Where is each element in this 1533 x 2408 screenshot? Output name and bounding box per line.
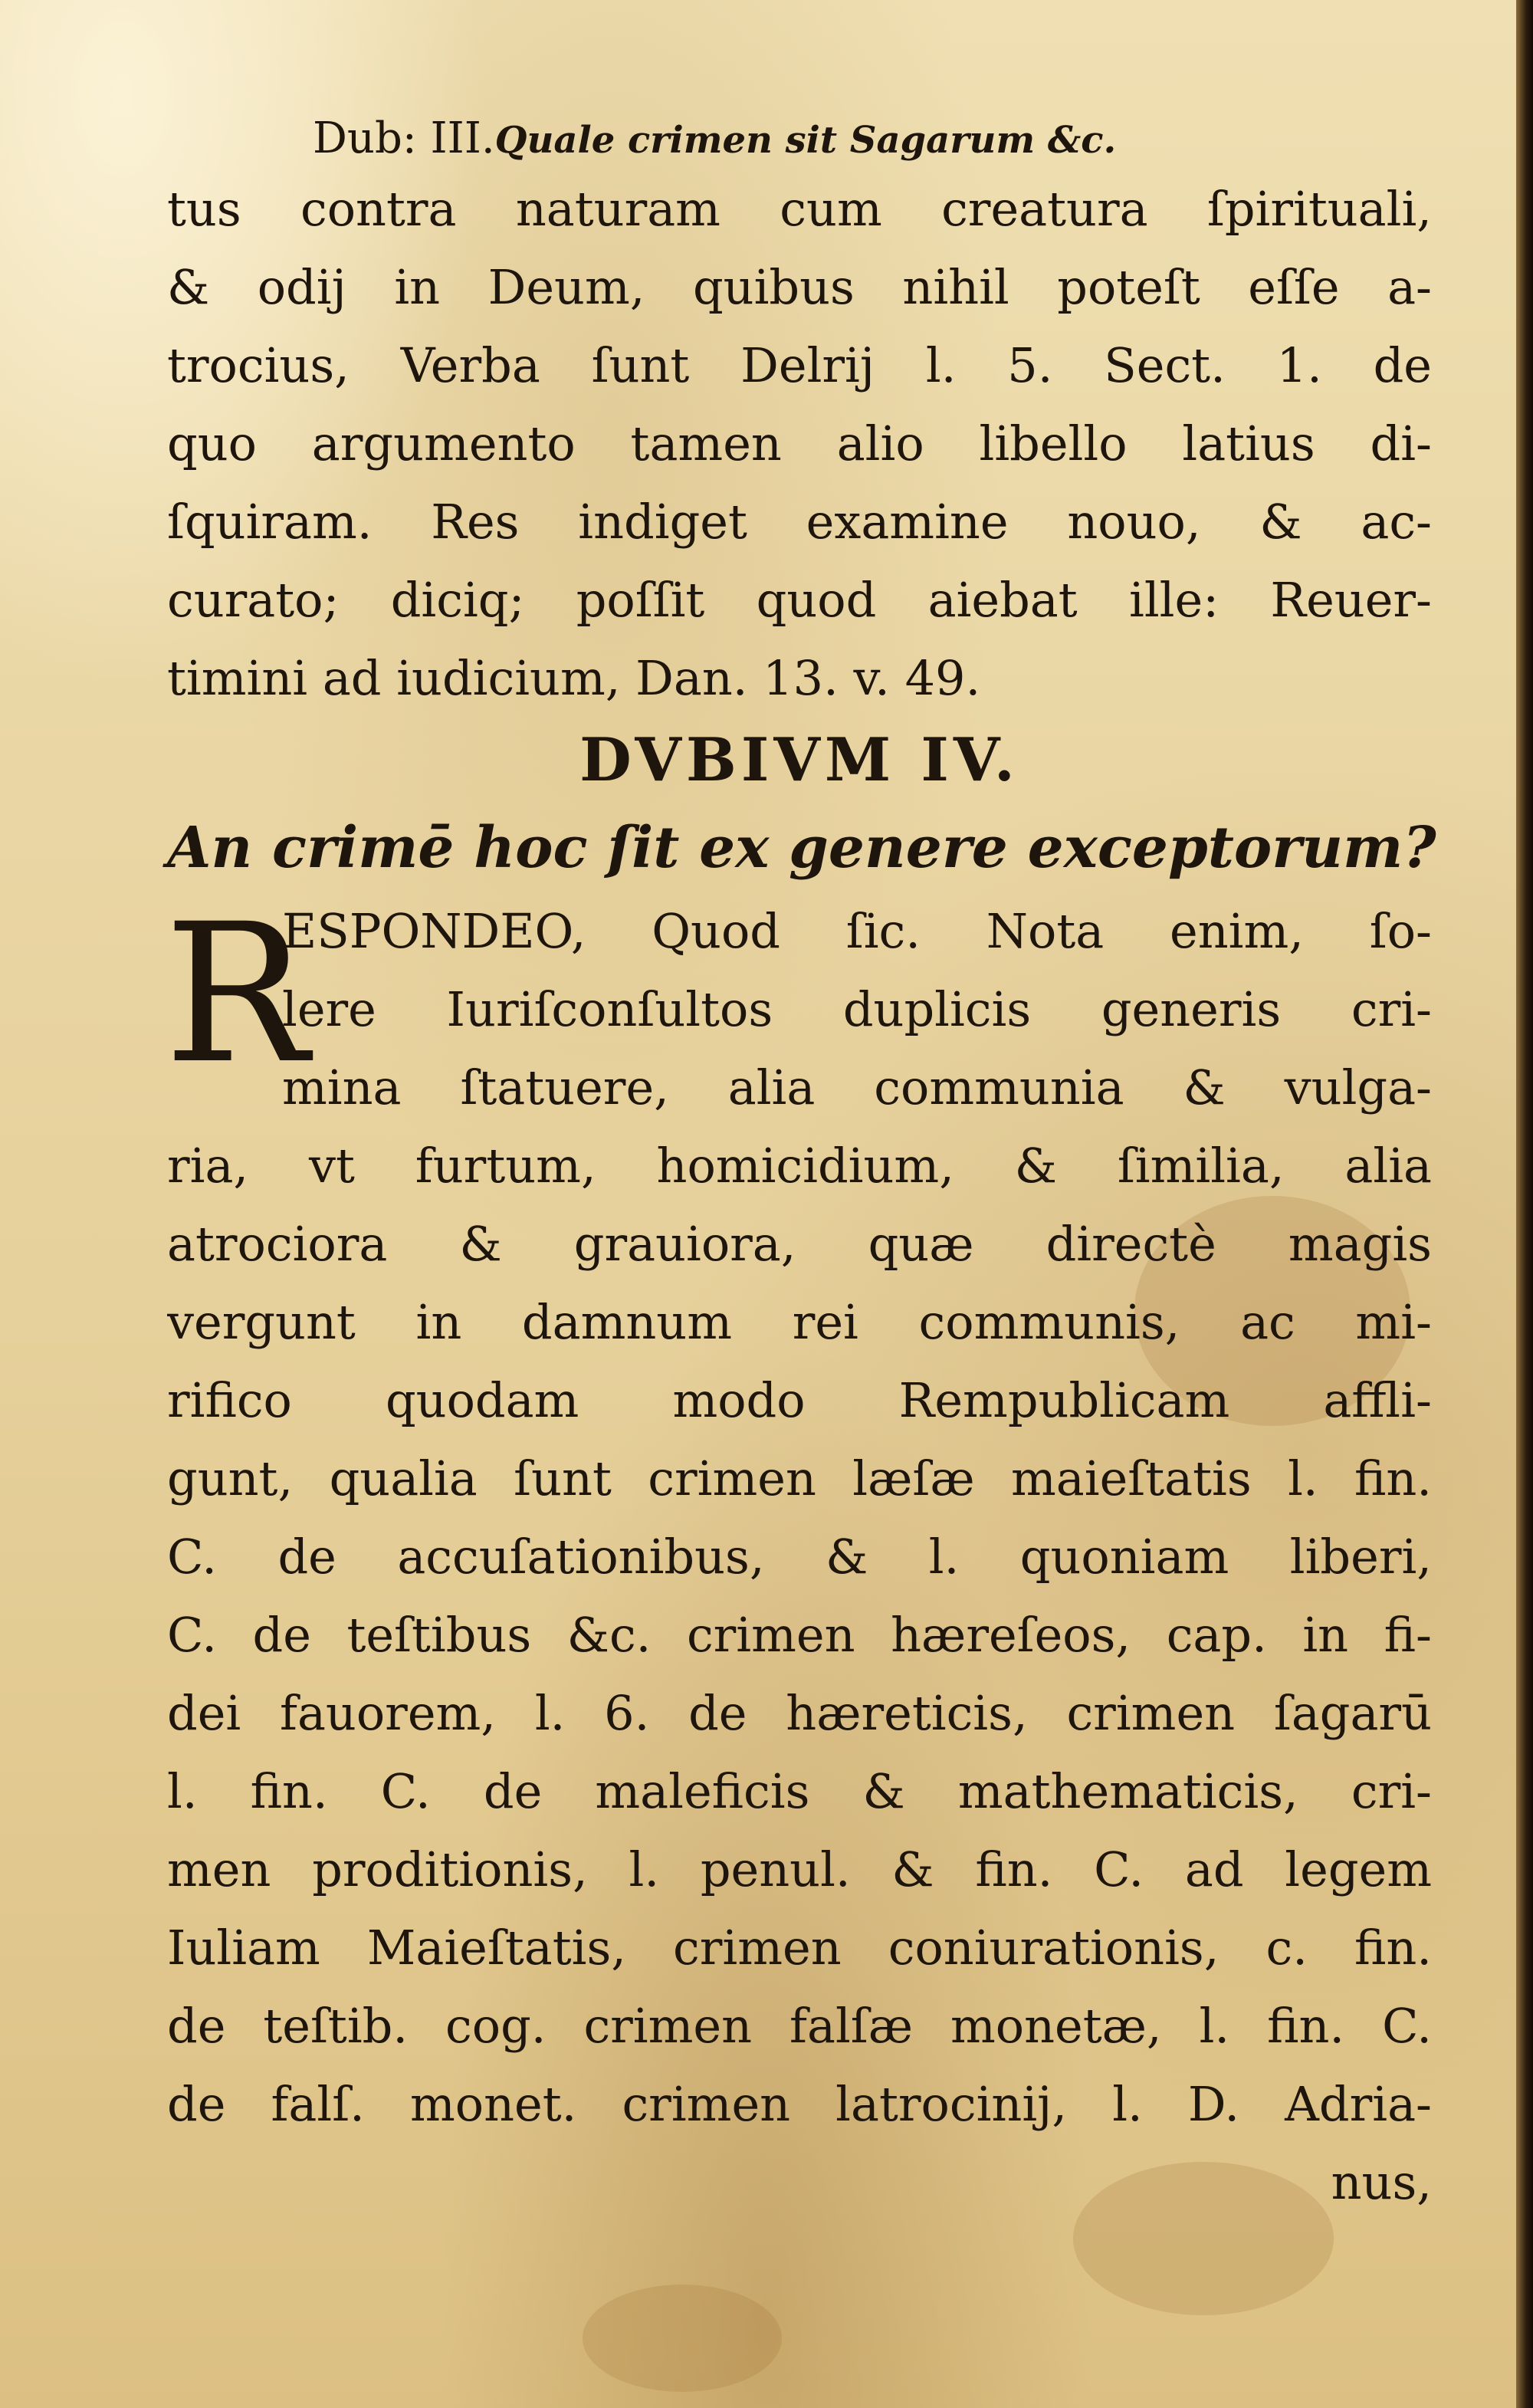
text-line: gunt, qualia ſunt crimen læſæ maieſtatis l. fin. [167, 1450, 1432, 1506]
text-line: vergunt in damnum rei communis, ac mi- [167, 1294, 1432, 1350]
text-line: atrociora & grauiora, quæ directè magis [167, 1216, 1432, 1272]
header-running-title: Quale crimen sit Sagarum &c. [494, 119, 1117, 162]
page-text [164, 107, 1436, 2222]
text-line: curato; diciq; poſſit quod aiebat ille: Reuer- [167, 572, 1432, 628]
text-line: ESPONDEO, Quod ſic. Nota enim, ſo- [282, 903, 1432, 959]
text-line: C. de teſtibus &c. crimen hæreſeos, cap. in fi- [167, 1607, 1432, 1663]
text-line: lere Iuriſconſultos duplicis generis cri- [282, 981, 1432, 1037]
text-line: rifico quodam modo Rempublicam affli- [167, 1372, 1432, 1428]
text-line: C. de accuſationibus, & l. quoniam liberi, [167, 1529, 1432, 1585]
running-header [167, 107, 1432, 170]
text-line: mina ſtatuere, alia communia & vulga- [282, 1059, 1432, 1115]
text-line: & odij in Deum, quibus nihil poteſt eſſe a- [167, 259, 1432, 315]
text-line: tus contra naturam cum creatura ſpirituali, [167, 181, 1432, 237]
text-line: l. fin. C. de maleficis & mathematicis, cri- [167, 1763, 1432, 1819]
text-line: timini ad iudicium, Dan. 13. v. 49. [167, 650, 981, 706]
text-line: ria, vt furtum, homicidium, & ſimilia, alia [167, 1138, 1432, 1194]
question-heading: An crimē hoc ſit ex genere exceptorum? [167, 815, 1436, 881]
text-line: quo argumento tamen alio libello latius di- [167, 416, 1432, 471]
book-binding-edge [1516, 0, 1533, 2408]
header-label: Dub: III. [313, 113, 495, 163]
drop-capital: R [164, 882, 309, 1105]
body-block-top [167, 170, 1432, 718]
text-line: de falſ. monet. crimen latrocinij, l. D. Adria- [167, 2076, 1432, 2132]
text-line: ſquiram. Res indiget examine nouo, & ac- [167, 494, 1432, 550]
main-paragraph [164, 882, 1432, 2144]
section-heading: DVBIVM IV. [579, 725, 1019, 795]
text-line: men proditionis, l. penul. & fin. C. ad legem [167, 1841, 1432, 1897]
text-line: Iuliam Maieſtatis, crimen coniurationis, c. fin. [167, 1920, 1432, 1976]
text-line: trocius, Verba ſunt Delrij l. 5. Sect. 1. de [167, 337, 1432, 393]
paper-stain [583, 2285, 782, 2392]
text-line: dei fauorem, l. 6. de hæreticis, crimen ſagarū [167, 1685, 1432, 1741]
text-line: de teſtib. cog. crimen falſæ monetæ, l. fin. C. [167, 1998, 1432, 2054]
catchword: nus, [1331, 2154, 1432, 2210]
